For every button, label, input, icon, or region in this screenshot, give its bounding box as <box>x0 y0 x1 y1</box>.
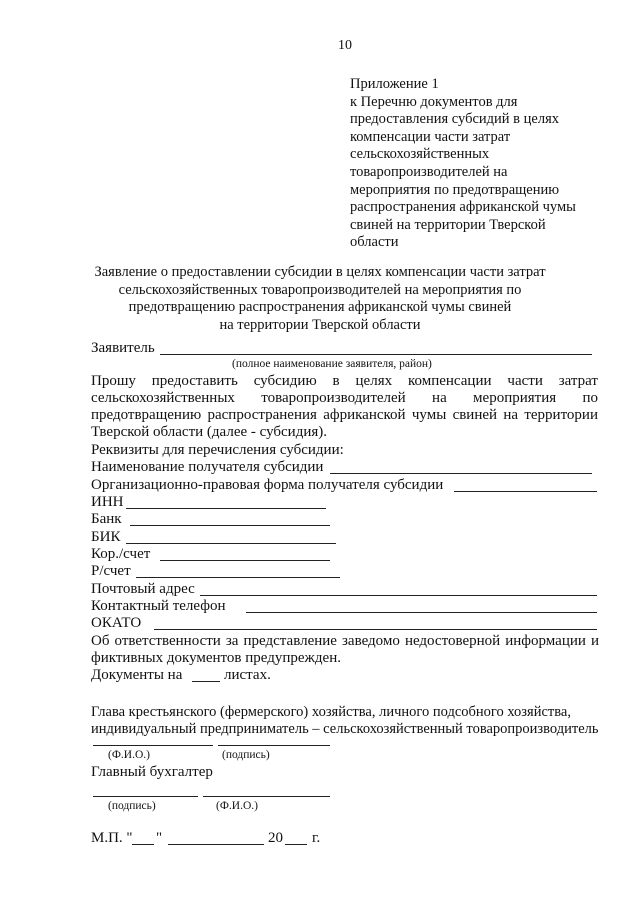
date-year-field[interactable] <box>285 844 307 845</box>
phone-label: Контактный телефон <box>91 598 226 614</box>
title-line: предотвращению распространения африканской чумы свиней <box>128 299 512 316</box>
postal-address-label: Почтовый адрес <box>91 581 195 597</box>
head-fio-hint: (Ф.И.О.) <box>108 749 150 761</box>
okato-field[interactable] <box>154 629 597 630</box>
document-title <box>60 264 580 334</box>
request-line-4: Тверской области (далее - субсидия). <box>91 424 328 440</box>
documents-count-field[interactable] <box>192 681 220 682</box>
appendix-line: к Перечню документов для <box>350 93 518 110</box>
applicant-hint: (полное наименование заявителя, район) <box>232 358 432 370</box>
appendix-line: распространения африканской чумы <box>350 199 576 216</box>
recipient-name-field[interactable] <box>330 473 592 474</box>
bik-field[interactable] <box>126 543 336 544</box>
legal-form-field[interactable] <box>454 491 597 492</box>
applicant-field[interactable] <box>160 354 592 355</box>
corr-account-field[interactable] <box>160 560 330 561</box>
appendix-line: товаропроизводителей на <box>350 163 508 180</box>
date-month-field[interactable] <box>168 844 264 845</box>
head-fio-field[interactable] <box>93 745 213 746</box>
stamp-quote: " <box>156 830 163 846</box>
bik-label: БИК <box>91 529 121 545</box>
account-label: Р/счет <box>91 563 131 579</box>
appendix-line: Приложение 1 <box>350 76 439 92</box>
request-line-3: предотвращению распространения африканской чумы свиней на территории <box>91 407 598 423</box>
head-signature-hint: (подпись) <box>222 749 270 761</box>
appendix-line: компенсации части затрат <box>350 128 511 145</box>
stamp-year-prefix: 20 <box>268 830 283 846</box>
stamp-year-suffix: г. <box>312 830 321 846</box>
responsibility-line-1: Об ответственности за представление заведомо недостоверной информации и <box>91 633 599 649</box>
bank-field[interactable] <box>130 525 330 526</box>
legal-form-label: Организационно-правовая форма получателя субсидии <box>91 477 444 493</box>
applicant-label: Заявитель <box>91 340 155 356</box>
documents-prefix: Документы на <box>91 667 183 683</box>
phone-field[interactable] <box>246 612 597 613</box>
accountant-fio-hint: (Ф.И.О.) <box>216 800 258 812</box>
bank-label: Банк <box>91 511 122 527</box>
accountant-signature-field[interactable] <box>93 796 198 797</box>
page-number: 10 <box>338 38 352 53</box>
account-field[interactable] <box>136 577 340 578</box>
documents-suffix: листах. <box>224 667 271 683</box>
request-line-2: сельскохозяйственных товаропроизводителей на мероприятия по <box>91 390 598 406</box>
head-line-2: индивидуальный предприниматель – сельскохозяйственный товаропроизводитель <box>91 721 599 737</box>
inn-field[interactable] <box>126 508 326 509</box>
inn-label: ИНН <box>91 494 124 510</box>
responsibility-line-2: фиктивных документов предупрежден. <box>91 650 341 666</box>
okato-label: ОКАТО <box>91 615 142 631</box>
date-day-field[interactable] <box>132 844 154 845</box>
accountant-signature-hint: (подпись) <box>108 800 156 812</box>
appendix-line: предоставления субсидий в целях <box>350 111 559 128</box>
appendix-line: сельскохозяйственных <box>350 146 490 163</box>
request-line-1: Прошу предоставить субсидию в целях компенсации части затрат <box>91 373 598 389</box>
head-signature-field[interactable] <box>218 745 330 746</box>
head-line-1: Глава крестьянского (фермерского) хозяйства, личного подсобного хозяйства, <box>91 704 571 720</box>
appendix-line: свиней на территории Тверской <box>350 216 546 233</box>
title-line: Заявление о предоставлении субсидии в целях компенсации части затрат <box>94 264 546 280</box>
appendix-note <box>350 76 615 252</box>
appendix-line: области <box>350 234 399 251</box>
corr-account-label: Кор./счет <box>91 546 151 562</box>
chief-accountant-label: Главный бухгалтер <box>91 764 213 780</box>
stamp-mp: М.П. " <box>91 830 133 846</box>
title-line: сельскохозяйственных товаропроизводителей на мероприятия по <box>118 281 522 298</box>
appendix-line: мероприятия по предотвращению <box>350 181 560 198</box>
postal-address-field[interactable] <box>200 595 597 596</box>
recipient-name-label: Наименование получателя субсидии <box>91 459 324 475</box>
title-line: на территории Тверской области <box>219 316 421 333</box>
accountant-fio-field[interactable] <box>203 796 330 797</box>
requisites-heading: Реквизиты для перечисления субсидии: <box>91 442 344 458</box>
